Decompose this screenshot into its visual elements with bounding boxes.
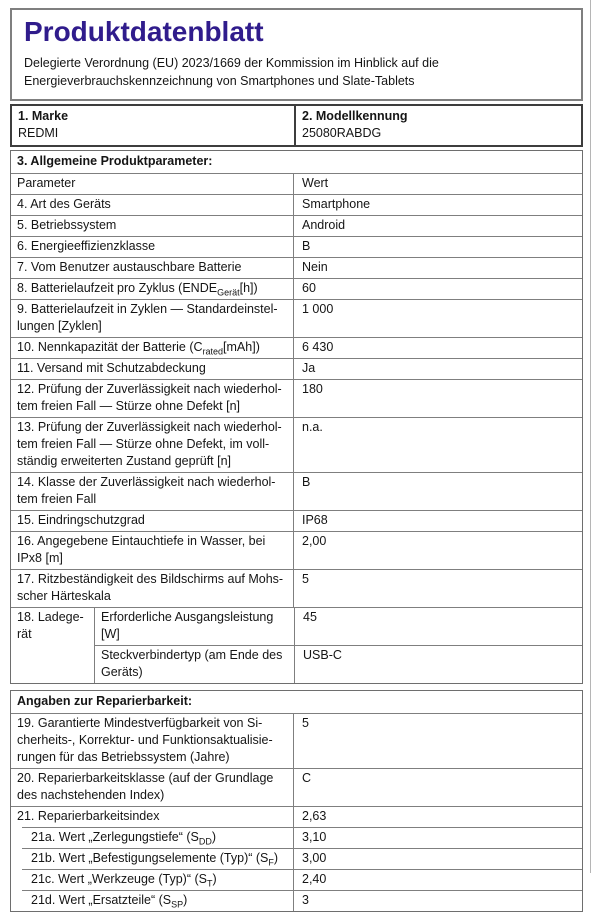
brand-model-table [10,104,583,147]
parameter-cell: 7. Vom Benutzer austauschbare Batterie [11,258,294,278]
charger-value-cell: 45 [303,610,317,624]
value-cell: Android [302,218,346,232]
parameter-cell: 21c. Wert „Werkzeuge (Typ)“ $(S_T)$ [11,870,294,890]
table-row [11,358,582,379]
brand-label: 1. Marke [18,109,69,123]
parameter-cell: 4. Art des Geräts [11,195,294,215]
charger-sub-row [95,608,582,645]
table-row [11,827,582,848]
value-cell: Smartphone [302,197,371,211]
table-row [11,417,582,472]
value-cell: Ja [302,361,316,375]
value-cell: Wert [302,176,329,190]
parameter-cell: 11. Versand mit Schutzabdeckung [11,359,294,379]
regulation-subtitle [24,55,569,90]
table-row [11,173,582,194]
general-section-header: 3. Allgemeine Produktparameter: [17,154,213,168]
value-cell: B [302,475,311,489]
general-parameters-table [10,150,583,684]
table-row [11,713,582,768]
parameter-cell: 9. Batterielaufzeit in Zyklen — Standardeinstel- lungen [Zyklen] [11,300,294,337]
parameter-cell: 16. Angegebene Eintauchtiefe in Wasser, bei IPx8 [m] [11,532,294,569]
parameter-cell: 17. Ritzbeständigkeit des Bildschirms auf Mohs- scher Härteskala [11,570,294,607]
page-title: Produktdatenblatt [24,16,264,47]
title-box [10,8,583,101]
value-cell: 6 430 [302,340,334,354]
table-row [11,806,582,827]
parameter-cell: 21a. Wert „Zerlegungstiefe“ $(S_{DD})$ [11,828,294,848]
table-row [11,337,582,358]
charger-sub-row [95,645,582,683]
brand-cell [12,106,296,145]
model-cell [296,106,581,145]
table-row [11,257,582,278]
regulation-subtitle-line-1: Delegierte Verordnung (EU) 2023/1669 der Kommission im Hinblick auf die [24,56,439,70]
parameter-cell: 20. Reparierbarkeitsklasse (auf der Grundlage des nachstehenden Index) [11,769,294,806]
value-cell: B [302,239,311,253]
parameter-cell: 10. Nennkapazität der Batterie $(C_{rated}[mAh])$ [11,338,294,358]
brand-value: REDMI [18,126,59,140]
value-cell: n.a. [302,420,323,434]
parameter-cell: 5. Betriebssystem [11,216,294,236]
page-edge-line [590,0,591,873]
value-cell: 3,10 [302,830,327,844]
table-row [11,236,582,257]
table-row [11,278,582,299]
table-row [11,569,582,607]
parameter-cell: Parameter [11,174,294,194]
table-row [11,299,582,337]
parameter-cell: 6. Energieeffizienzklasse [11,237,294,257]
repairability-table [10,690,583,912]
value-cell: 3 [302,893,309,907]
charger-parameter-cell: Steckverbindertyp (am Ende des Geräts) [95,646,295,683]
parameter-cell: 21b. Wert „Befestigungselemente (Typ)“ $(S_F)$ [11,849,294,869]
value-cell: 180 [302,382,323,396]
product-datasheet-page [10,8,583,912]
table-row [11,194,582,215]
parameter-cell: 14. Klasse der Zuverlässigkeit nach wiederhol- tem freien Fall [11,473,294,510]
parameter-cell: 15. Eindringschutzgrad [11,511,294,531]
value-cell: 1 000 [302,302,334,316]
parameter-cell: 21. Reparierbarkeitsindex [11,807,294,827]
value-cell: 5 [302,716,309,730]
table-row [11,531,582,569]
parameter-cell: 8. Batterielaufzeit pro Zyklus $(ENDE_{Gerät}[h])$ [11,279,294,299]
value-cell: 2,63 [302,809,327,823]
table-row [11,215,582,236]
value-cell: IP68 [302,513,328,527]
charger-label-cell: 18. Ladege- rät [11,608,95,683]
value-cell: 5 [302,572,309,586]
parameter-cell: 12. Prüfung der Zuverlässigkeit nach wiederhol- tem freien Fall — Stürze ohne Defekt [n] [11,380,294,417]
general-rows [11,173,582,607]
charger-row [11,607,582,683]
parameter-cell: 21d. Wert „Ersatzteile“ $(S_{SP})$ [11,891,294,911]
charger-value-cell: USB-C [303,648,342,662]
repair-rows [11,713,582,911]
value-cell: C [302,771,312,785]
model-label: 2. Modellkennung [302,109,408,123]
table-row [11,768,582,806]
table-row [11,472,582,510]
charger-parameter-cell: Erforderliche Ausgangsleistung [W] [95,608,295,645]
value-cell: 2,40 [302,872,327,886]
value-cell: 2,00 [302,534,327,548]
value-cell: 3,00 [302,851,327,865]
table-row [11,510,582,531]
parameter-cell: 13. Prüfung der Zuverlässigkeit nach wiederhol- tem freien Fall — Stürze ohne Defekt, im voll- ständig erweiterten Zustand geprüft [n] [11,418,294,472]
repair-section-header: Angaben zur Reparierbarkeit: [17,694,193,708]
charger-subrows [95,608,582,683]
table-row [11,890,582,911]
table-row [11,869,582,890]
value-cell: 60 [302,281,316,295]
table-row [11,848,582,869]
regulation-subtitle-line-2: Energieverbrauchskennzeichnung von Smartphones und Slate-Tablets [24,73,415,88]
value-cell: Nein [302,260,328,274]
table-row [11,379,582,417]
parameter-cell: 19. Garantierte Mindestverfügbarkeit von Si- cherheits-, Korrektur- und Funktionsaktualisie- rungen für das Betriebssystem (Jahre) [11,714,294,768]
model-value: 25080RABDG [302,126,382,140]
